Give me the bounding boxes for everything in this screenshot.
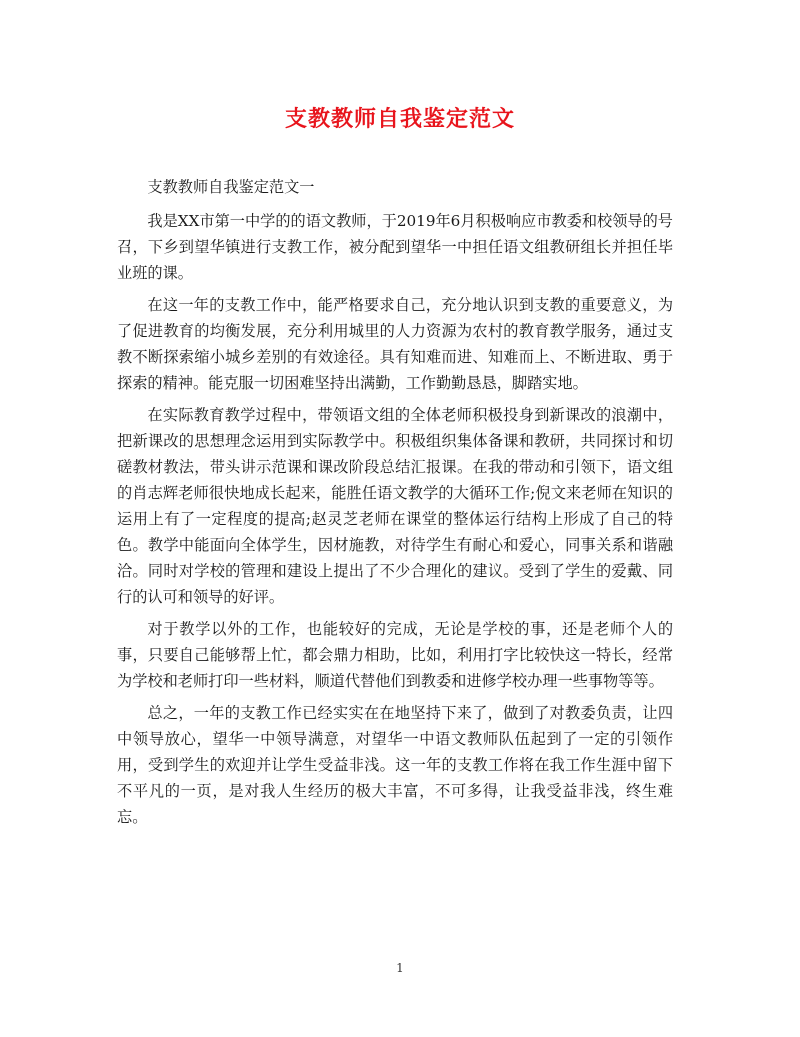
paragraph-teaching: 在实际教育教学过程中，带领语文组的全体老师积极投身到新课改的浪潮中，把新课改的思想理念运用到实际教学中。积极组织集体备课和教研，共同探讨和切磋教材教法，带头讲示范课和课改阶段总结汇报课。在我的带动和引领下，语文组的肖志辉老师很快地成长起来，能胜任语文教学的大循环工作;倪文来老师在知识的运用上有了一定程度的提高;赵灵芝老师在课堂的整体运行结构上形成了自己的特色。教学中能面向全体学生，因材施教，对待学生有耐心和爱心，同事关系和谐融洽。同时对学校的管理和建设上提出了不少合理化的建议。受到了学生的爱戴、同行的认可和领导的好评。 bbox=[117, 406, 673, 606]
paragraph-summary: 总之，一年的支教工作已经实实在在地坚持下来了，做到了对教委负责，让四中领导放心，望华一中领导满意，对望华一中语文教师队伍起到了一定的引领作用，受到学生的欢迎并让学生受益非浅。这一年的支教工作将在我工作生涯中留下不平凡的一页，是对我人生经历的极大丰富，不可多得，让我受益非浅，终生难忘。 bbox=[117, 704, 673, 826]
document-body bbox=[117, 174, 673, 836]
paragraph-attitude: 在这一年的支教工作中，能严格要求自己，充分地认识到支教的重要意义，为了促进教育的均衡发展，充分利用城里的人力资源为农村的教育教学服务，通过支教不断探索缩小城乡差别的有效途径。具有知难而进、知难而上、不断进取、勇于探索的精神。能克服一切困难坚持出满勤，工作勤勤恳恳，脚踏实地。 bbox=[117, 296, 673, 392]
page-number: 1 bbox=[396, 961, 404, 975]
document-title: 支教教师自我鉴定范文 bbox=[284, 106, 515, 132]
section-subtitle: 支教教师自我鉴定范文一 bbox=[147, 178, 315, 196]
paragraph-other-work: 对于教学以外的工作，也能较好的完成，无论是学校的事，还是老师个人的事，只要自己能够帮上忙，都会鼎力相助，比如，利用打字比较快这一特长，经常为学校和老师打印一些材料，顺道代替他们到教委和进修学校办理一些事物等等。 bbox=[117, 620, 673, 690]
paragraph-intro: 我是XX市第一中学的的语文教师，于2019年6月积极响应市教委和校领导的号召，下乡到望华镇进行支教工作，被分配到望华一中担任语文组教研组长并担任毕业班的课。 bbox=[117, 212, 673, 282]
